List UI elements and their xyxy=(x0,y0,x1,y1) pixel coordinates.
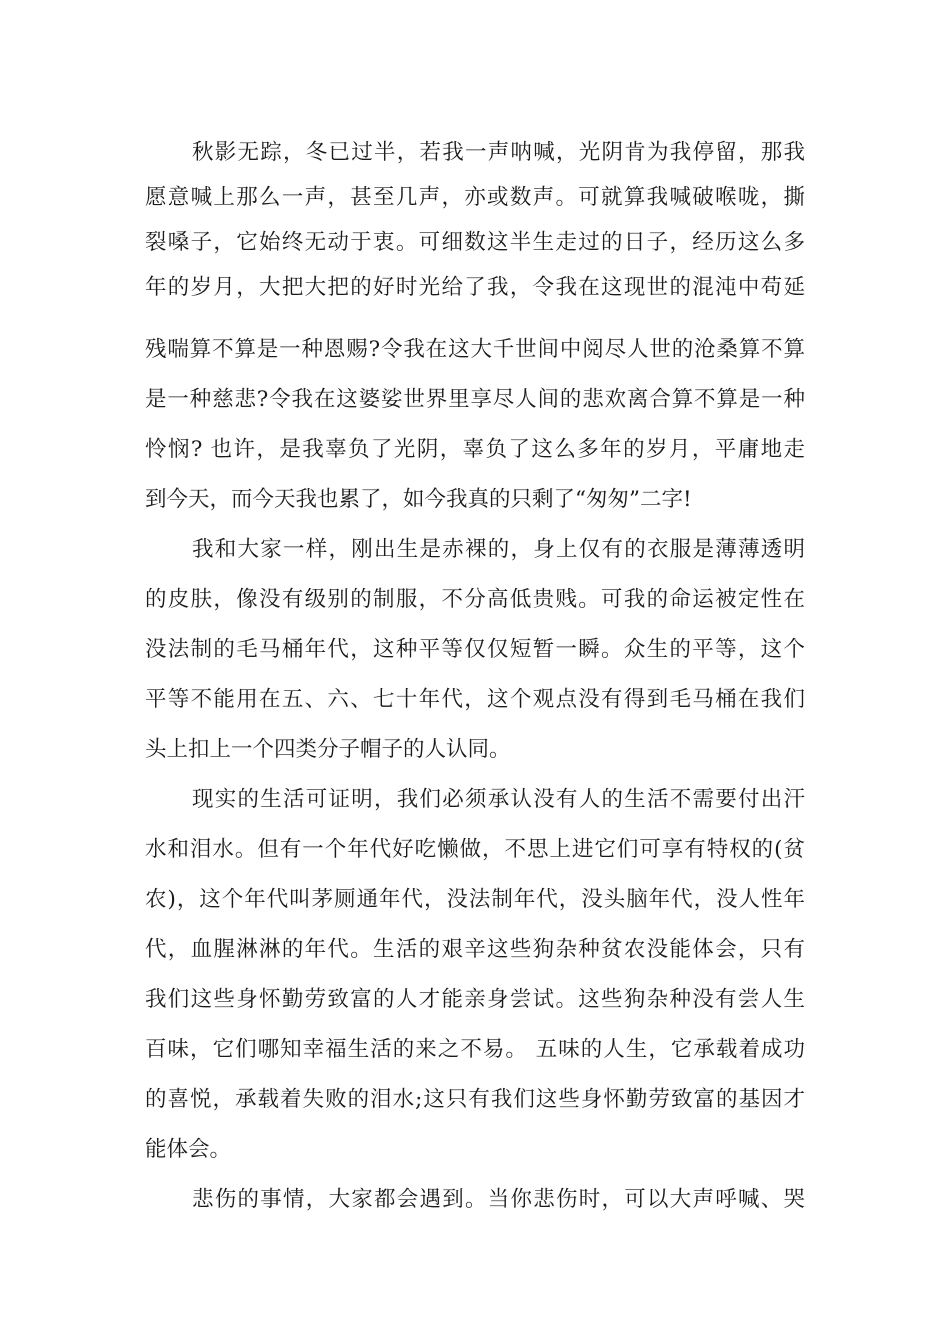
paragraph-2-line-3: 没法制的毛马桶年代，这种平等仅仅短暂一瞬。众生的平等，这个 xyxy=(145,637,805,662)
paragraph-3-line-1: 现实的生活可证明，我们必须承认没有人的生活不需要付出汗 xyxy=(192,787,805,812)
paragraph-3-line-8: 能体会。 xyxy=(145,1137,232,1162)
paragraph-1-line-4: 年的岁月，大把大把的好时光给了我，令我在这现世的混沌中苟延 xyxy=(145,275,805,300)
paragraph-1-line-5: 残喘算不算是一种恩赐?令我在这大千世间中阅尽人世的沧桑算不算 xyxy=(145,337,805,362)
paragraph-3-line-3: 农)，这个年代叫茅厕通年代，没法制年代，没头脑年代，没人性年 xyxy=(145,887,805,912)
paragraph-2-line-2: 的皮肤，像没有级别的制服，不分高低贵贱。可我的命运被定性在 xyxy=(145,587,805,612)
paragraph-4-line-1: 悲伤的事情，大家都会遇到。当你悲伤时，可以大声呼喊、哭 xyxy=(192,1187,805,1212)
paragraph-3-line-4: 代，血腥淋淋的年代。生活的艰辛这些狗杂种贫农没能体会，只有 xyxy=(145,937,805,962)
paragraph-2-line-4: 平等不能用在五、六、七十年代，这个观点没有得到毛马桶在我们 xyxy=(145,687,805,712)
paragraph-1-line-2: 愿意喊上那么一声，甚至几声，亦或数声。可就算我喊破喉咙，撕 xyxy=(145,185,805,210)
paragraph-1-line-8: 到今天，而今天我也累了，如今我真的只剩了“匆匆”二字! xyxy=(145,487,692,512)
paragraph-3-line-2: 水和泪水。但有一个年代好吃懒做，不思上进它们可享有特权的(贫 xyxy=(145,837,805,862)
paragraph-3-line-5: 我们这些身怀勤劳致富的人才能亲身尝试。这些狗杂种没有尝人生 xyxy=(145,987,805,1012)
paragraph-3-line-6: 百味，它们哪知幸福生活的来之不易。 五味的人生，它承载着成功 xyxy=(145,1037,805,1062)
paragraph-1-line-6: 是一种慈悲?令我在这婆娑世界里享尽人间的悲欢离合算不算是一种 xyxy=(145,387,805,412)
paragraph-2-line-1: 我和大家一样，刚出生是赤裸的，身上仅有的衣服是薄薄透明 xyxy=(192,537,805,562)
paragraph-1-line-7: 怜悯? 也许，是我辜负了光阴，辜负了这么多年的岁月，平庸地走 xyxy=(145,437,805,462)
paragraph-3-line-7: 的喜悦，承载着失败的泪水;这只有我们这些身怀勤劳致富的基因才 xyxy=(145,1087,805,1112)
paragraph-1-line-1: 秋影无踪，冬已过半，若我一声呐喊，光阴肯为我停留，那我 xyxy=(192,140,805,165)
paragraph-2-line-5: 头上扣上一个四类分子帽子的人认同。 xyxy=(145,737,511,762)
paragraph-1-line-3: 裂嗓子，它始终无动于衷。可细数这半生走过的日子，经历这么多 xyxy=(145,230,805,255)
